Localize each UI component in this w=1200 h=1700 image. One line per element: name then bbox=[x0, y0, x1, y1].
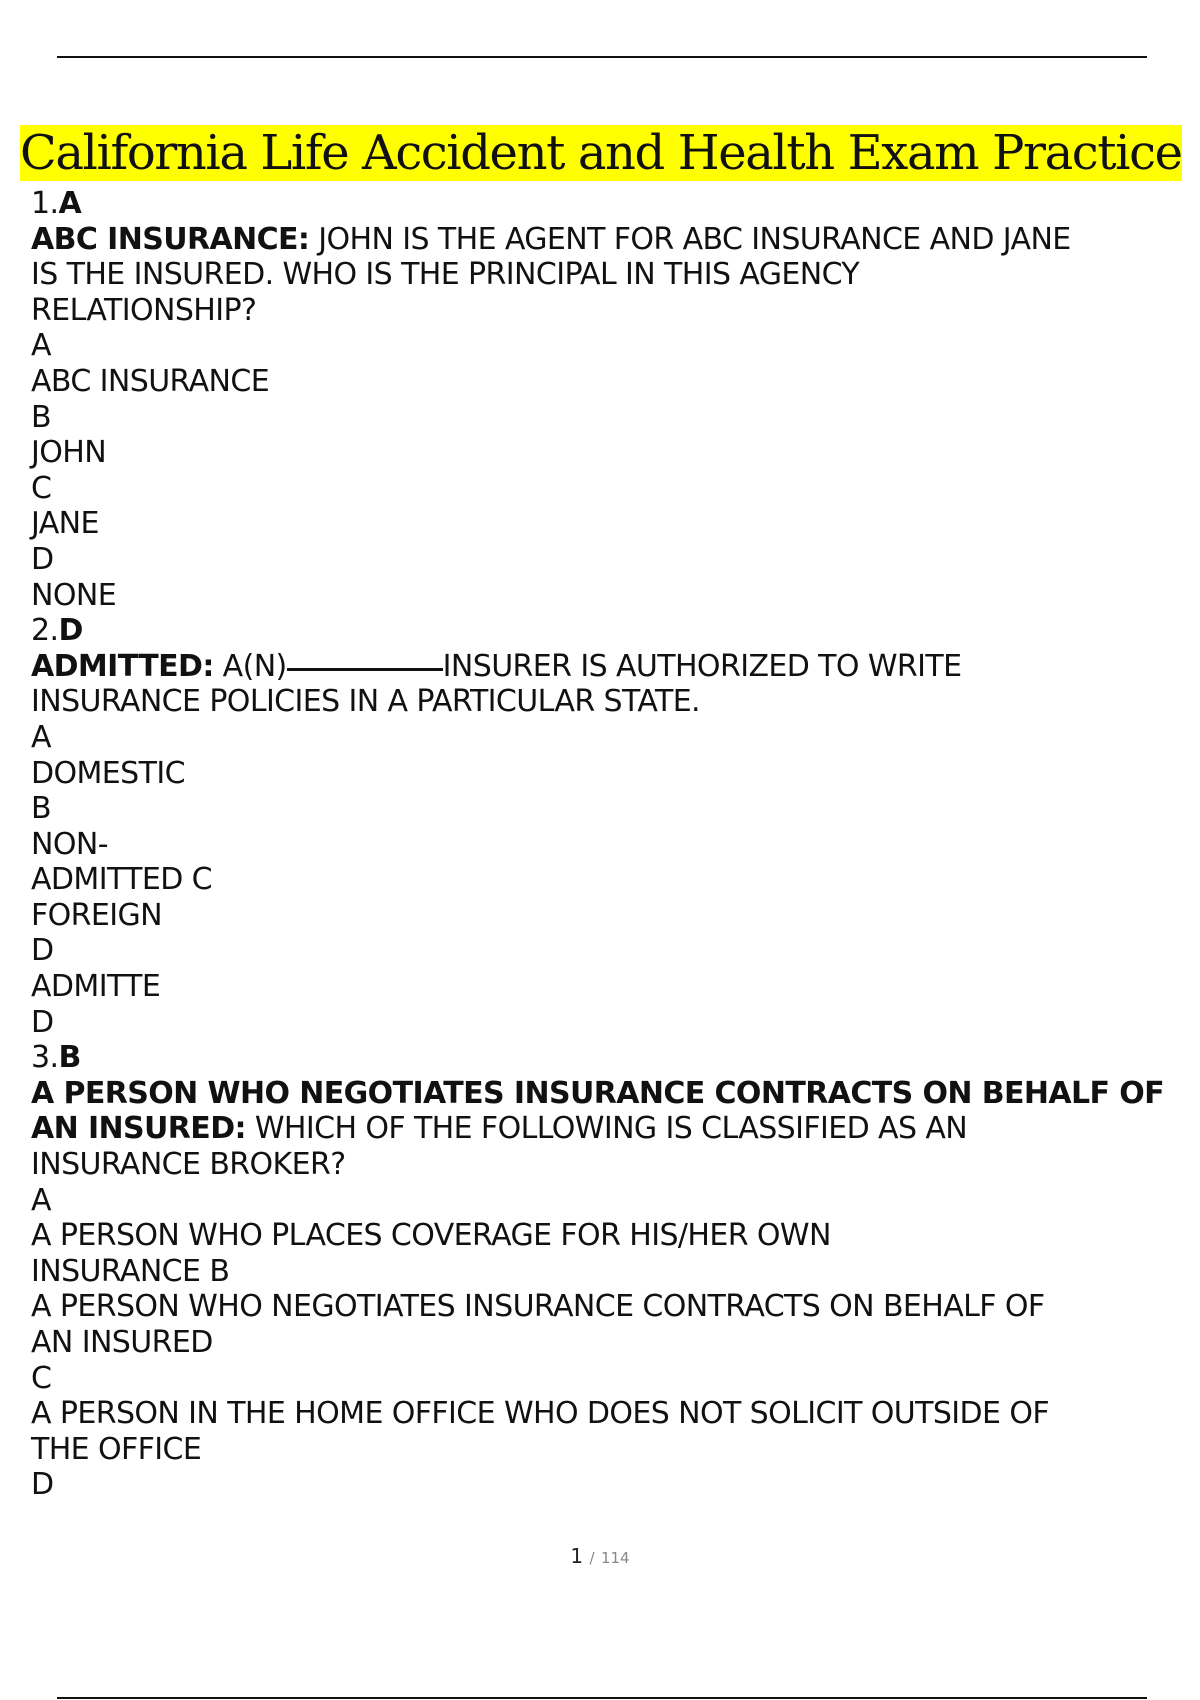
option-letter: D bbox=[31, 541, 54, 577]
question-answer: A bbox=[58, 186, 82, 221]
fill-in-blank bbox=[287, 668, 443, 671]
option-letter: D bbox=[31, 933, 54, 969]
question-answer: B bbox=[58, 1040, 81, 1076]
stem-line: INSURANCE BROKER? bbox=[31, 1147, 346, 1183]
option-letter: A bbox=[31, 719, 51, 755]
option-letter: A bbox=[31, 1182, 51, 1218]
question-3-stem bbox=[31, 1111, 1171, 1147]
header-rule bbox=[57, 56, 1147, 58]
option-text: JOHN bbox=[31, 435, 107, 471]
question-term: ABC INSURANCE: bbox=[31, 221, 310, 257]
option-text: FOREIGN bbox=[31, 897, 163, 933]
option-letter: D bbox=[31, 1467, 54, 1503]
stem-text: A(N) bbox=[213, 648, 287, 684]
question-2-number bbox=[31, 613, 1171, 649]
option-text: NON- bbox=[31, 826, 108, 862]
option-text: A PERSON WHO NEGOTIATES INSURANCE CONTRACTS ON BEHALF OF bbox=[31, 1289, 1045, 1325]
question-2-stem bbox=[31, 649, 1171, 685]
option-text: A PERSON WHO PLACES COVERAGE FOR HIS/HER OWN bbox=[31, 1218, 831, 1254]
question-number: 2. bbox=[31, 613, 59, 649]
option-text: JANE bbox=[31, 506, 99, 542]
option-text: A PERSON IN THE HOME OFFICE WHO DOES NOT SOLICIT OUTSIDE OF bbox=[31, 1396, 1049, 1432]
total-pages: 114 bbox=[600, 1549, 630, 1567]
page-separator: / bbox=[589, 1549, 595, 1567]
question-number: 1. bbox=[31, 186, 59, 221]
option-letter: C bbox=[31, 1360, 52, 1396]
question-term: A PERSON WHO NEGOTIATES INSURANCE CONTRACTS ON BEHALF OF bbox=[31, 1075, 1165, 1111]
question-1-stem bbox=[31, 222, 1171, 258]
question-list bbox=[31, 186, 1171, 1503]
question-1-number bbox=[31, 186, 1171, 222]
option-letter: A bbox=[31, 328, 51, 364]
option-text: ADMITTE bbox=[31, 969, 161, 1005]
option-text: ABC INSURANCE bbox=[31, 363, 270, 399]
question-term: ADMITTED: bbox=[31, 648, 214, 684]
stem-line: INSURANCE POLICIES IN A PARTICULAR STATE. bbox=[31, 684, 700, 720]
question-3-number bbox=[31, 1040, 1171, 1076]
stem-text: INSURER IS AUTHORIZED TO WRITE bbox=[442, 648, 962, 684]
option-text: D bbox=[31, 1004, 54, 1040]
option-text: DOMESTIC bbox=[31, 755, 185, 791]
option-letter: C bbox=[31, 470, 52, 506]
option-text: NONE bbox=[31, 577, 117, 613]
option-letter: B bbox=[31, 399, 51, 435]
option-text: THE OFFICE bbox=[31, 1431, 202, 1467]
option-text: INSURANCE B bbox=[31, 1253, 230, 1289]
current-page: 1 bbox=[570, 1544, 584, 1568]
question-answer: D bbox=[58, 613, 83, 649]
option-text: AN INSURED bbox=[31, 1325, 213, 1360]
document-title bbox=[20, 122, 1184, 184]
option-letter: B bbox=[31, 791, 51, 827]
option-text: ADMITTED C bbox=[31, 862, 213, 898]
stem-line: IS THE INSURED. WHO IS THE PRINCIPAL IN THIS AGENCY bbox=[31, 257, 860, 293]
title-highlight: California Life Accident and Health Exam Practice bbox=[20, 125, 1182, 181]
question-number: 3. bbox=[31, 1040, 59, 1076]
stem-text: WHICH OF THE FOLLOWING IS CLASSIFIED AS AN bbox=[245, 1111, 968, 1147]
question-term: AN INSURED: bbox=[31, 1111, 246, 1147]
footer-rule bbox=[57, 1697, 1147, 1699]
page-indicator bbox=[0, 1544, 1200, 1568]
stem-text: JOHN IS THE AGENT FOR ABC INSURANCE AND JANE bbox=[309, 221, 1071, 257]
stem-line: RELATIONSHIP? bbox=[31, 292, 257, 328]
